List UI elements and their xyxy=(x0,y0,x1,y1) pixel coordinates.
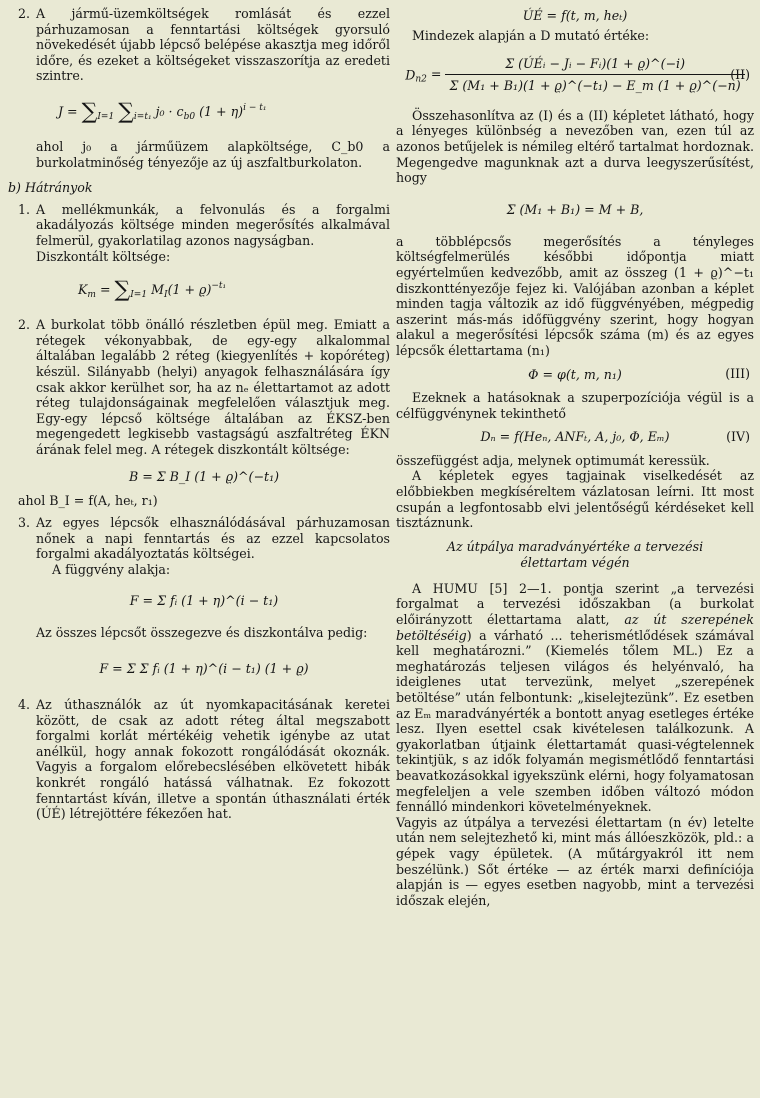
paragraph: Ezeknek a hatásoknak a szuperpozíciója végül is a célfüggvénynek tekinthető xyxy=(396,390,754,421)
paragraph: Vagyis az útpálya a tervezési élettartam (n év) letelte után nem selejtezhető ki, mint más állóeszközök, pld.: a gépek vagy épületek. (A műtárgyakról itt nem beszélünk.) Sőt értéke — az érték marxi definíciója alapján is — egyes esetben nagyobb, mint a tervezési időszak elején, xyxy=(396,814,754,908)
list-item-2-pavement xyxy=(18,317,390,457)
sum-symbol: ∑ xyxy=(81,99,98,125)
formula-B: B = Σ B_I (1 + ϱ)^(−t₁) xyxy=(128,469,280,485)
fraction xyxy=(445,56,744,94)
formula-where-B: ahol B_I = f(A, heₜ, r₁) xyxy=(18,493,158,509)
formula-Phi: Φ = φ(t, m, n₁) (III) xyxy=(528,366,750,382)
paragraph: A burkolat több önálló részletben épül meg. Emiatt a rétegek vékonyabbak, de egy-egy alkalommal általában legalább 2 réteg (kiegyenlítés + kopóréteg) készül. Silányabb (helyi) anyagok felhasználására így csak akkor kerülhet sor, ha az nₑ élettartamot az adott réteg tulajdonságainak megfelelően választjuk meg. Egy-egy lépcső költsége általában az ÉKSZ-ben megengedett legkisebb vastagságú aszfaltréteg ÉKN árának felel meg. A rétegek diszkontált költsége: xyxy=(36,317,390,457)
denominator: Σ (M₁ + B₁)(1 + ϱ)^(−t₁) − E_m (1 + ϱ)^(−n) xyxy=(449,78,741,94)
list-item-3-wear xyxy=(18,515,390,577)
paragraph: A HUMU [5] 2—1. pontja szerint „a tervezési forgalmat a tervezési időszakban (a burkolat előirányzott élettartama alatt, az út szerepének betöltéséig) a várható ... teherismétlődések számával kell meghatározni.” (Kiemelés tőlem ML.) Ez a meghatározás teljesen világos és helyénvaló, ha ideiglenes utat tervezünk, melyet „szerepének betöltése” után felbontunk: „kiselejtezünk”. Ez esetben az Eₘ maradványérték a bontott anyag esetleges értéke lesz. Ilyen esettel csak kivételesen találkozunk. A gyakorlatban útjaink élettartamát quasi-végtelennek tekintjük, s az idők folyamán megismétlődő fenntartási beavatkozásokkal igyekszünk elérni, hogy folyamatosan megfeleljen a vele szemben időben változó módon fennálló mindenkori követelményeknek. xyxy=(396,580,755,815)
item-number: 2. xyxy=(18,6,31,21)
formula-D: $D_{n2}$ = $\frac{\text{Σ (ÚÉᵢ − Jᵢ − Fᵢ)(1 + ϱ)\textasciicircum{}(−i)}}{\text{Σ (M₁ + B₁)(1 + ϱ)\textasciicircum{}(−t₁) − E\_m (1 + ϱ)\textasciicircum{}(−n)}}$ (II) xyxy=(405,55,750,94)
section-title: Az útpálya maradványértéke a tervezési élettartam végén xyxy=(446,538,704,570)
paragraph: Mindezek alapján a D mutató értéke: xyxy=(412,28,650,43)
paragraph: A függvény alakja: xyxy=(52,561,171,577)
formula-F2: F = Σ Σ fᵢ (1 + η)^(i − t₁) (1 + ϱ) xyxy=(99,661,309,677)
paragraph: Az összes lépcsőt összegezve és diszkontálva pedig: xyxy=(36,625,368,641)
paragraph: Az egyes lépcsők elhasználódásával párhuzamosan nőnek a napi fenntartás és az ezzel kapcsolatos forgalmi akadályoztatás költségei. xyxy=(36,515,390,562)
equation-number: (II) xyxy=(730,66,750,82)
sum-symbol: ∑ xyxy=(118,99,134,125)
formula-explanation: ahol j₀ a járműüzem alapköltsége, C_b0 a burkolatminőség tényezője az új aszfaltburkolaton. xyxy=(36,138,390,170)
left-column xyxy=(8,6,390,822)
numerator: Σ (ÚÉᵢ − Jᵢ − Fᵢ)(1 + ϱ)^(−i) xyxy=(445,56,744,76)
paragraph: A képletek egyes tagjainak viselkedését az előbbiekben megkíséreltem vázlatosan leírni. Itt most csupán a legfontosabb elvi jelentőségű kérdéseket kell tisztáznunk. xyxy=(396,468,754,531)
item-number: 3. xyxy=(18,515,31,531)
list-item-1-auxiliary-works xyxy=(18,202,390,264)
list-item-2-operating-costs xyxy=(18,6,390,84)
item-number: 1. xyxy=(18,201,31,217)
paragraph: Az úthasználók az út nyomkapacitásának keretei között, de csak az adott réteg által megszabott forgalmi korlát mértékéig vehetik igénybe az utat anélkül, hogy annak fokozott rongálódását okoznák. Vagyis a forgalom előrebecslésében elkövetett hibák konkrét rongáló hatássá válhatnak. Ez fokozott fenntartást kíván, illetve a spontán úthasználati érték (ÚÉ) létrejöttére fékezően hat. xyxy=(36,697,390,822)
section-heading-disadvantages: b) Hátrányok xyxy=(8,180,93,196)
formula-J: $J = \sum_{I=1}$ $\sum_{i=t_1}$ $j_0 \cdot c_{b0}$ $(1 + \eta)^{i - t_1}$ xyxy=(58,99,267,125)
sum-symbol: ∑ xyxy=(114,277,131,303)
equation-number: (IV) xyxy=(726,429,750,445)
formula-F1: F = Σ fᵢ (1 + η)^(i − t₁) xyxy=(129,593,279,609)
formula-MB: Σ (M₁ + B₁) = M + B, xyxy=(506,201,644,217)
formula-Dn: Dₙ = f(Heₙ, ANFₜ, A, j₀, Φ, Eₘ) (IV) xyxy=(480,429,750,445)
right-column xyxy=(396,6,754,908)
paragraph: A mellékmunkák, a felvonulás és a forgalmi akadályozás költsége minden megerősítés alkalmával felmerül, gyakorlatilag azonos nagyságban. xyxy=(36,201,390,248)
paragraph: összefüggést adja, melynek optimumát keressük. xyxy=(396,452,710,468)
paragraph: Diszkontált költsége: xyxy=(36,248,171,264)
list-item-4-road-users xyxy=(18,697,390,822)
equation-number: (III) xyxy=(725,366,750,382)
paragraph: a többlépcsős megerősítés a tényleges költségfelmerülés későbbi időpontja miatt egyértelműen kedvezőbb, amit az összeg (1 + ϱ)^−t₁ diszkonttényezője fejez ki. Valójában azonban a képlet minden tagja változik az idő függvényében, mégpedig aszerint más-más időfüggvény szerint, hogy hogyan alakul a megerősítési lépcsők száma (m) és az egyes lépcsők élettartama (n₁) xyxy=(396,233,754,358)
paragraph: Összehasonlítva az (I) és a (II) képletet látható, hogy a lényeges különbség a nevezőben van, ezen túl az azonos betűjelek is némileg eltérő tartalmat hordoznak. Megengedve magunknak azt a durva leegyszerűsítést, hogy xyxy=(396,107,754,186)
formula-UE: ÚÉ = f(t, m, heₜ) xyxy=(522,8,628,23)
item-number: 4. xyxy=(18,697,31,713)
formula-K: $K_m = \sum_{I=1}$ $M_I(1 + ϱ)^{-t_1}$ xyxy=(78,277,227,303)
item-number: 2. xyxy=(18,317,31,333)
paragraph: A jármű-üzemköltségek romlását és ezzel párhuzamosan a fenntartási költségek gyorsuló növekedését újabb lépcső belépése akasztja meg időről időre, és ezeket a költségeket visszaszorítja az eredeti szintre. xyxy=(36,6,390,84)
